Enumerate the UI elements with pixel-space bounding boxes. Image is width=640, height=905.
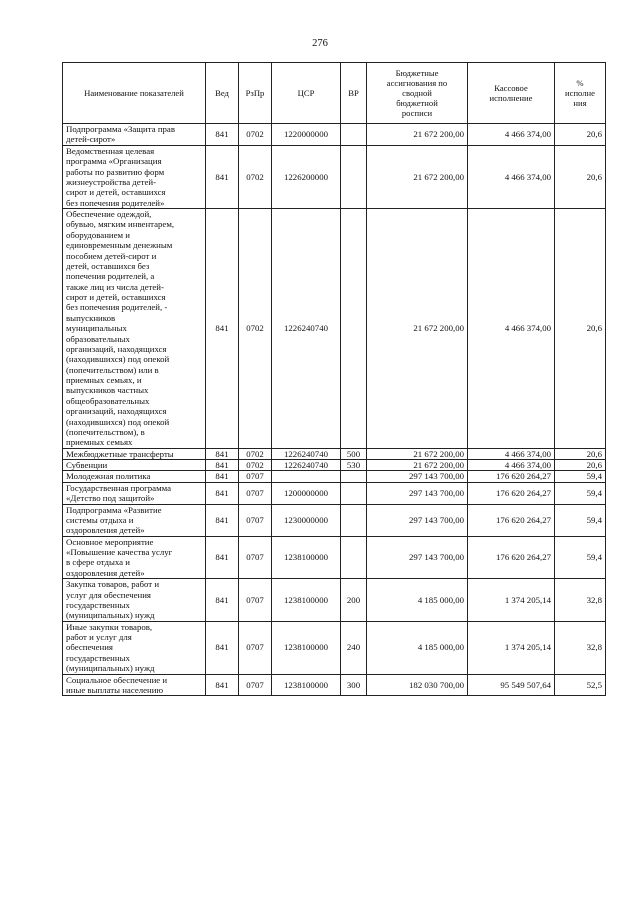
cell-pct: 20,6: [555, 209, 606, 449]
header-pct: % исполне ния: [555, 63, 606, 124]
cell-rzpr: 0707: [239, 621, 272, 674]
cell-rzpr: 0707: [239, 482, 272, 504]
cell-name: Ведомственная целевая программа «Организация работы по развитию форм жизнеустройства детей- сирот и детей, оставшихся без попечения родителей»: [63, 145, 206, 208]
cell-rzpr: 0707: [239, 674, 272, 696]
cell-rzpr: 0702: [239, 460, 272, 471]
cell-rzpr: 0707: [239, 536, 272, 579]
cell-vr: 500: [341, 448, 367, 459]
header-row: [63, 63, 606, 124]
cell-cash: 176 620 264,27: [468, 536, 555, 579]
cell-pct: 32,8: [555, 621, 606, 674]
cell-ved: 841: [206, 448, 239, 459]
cell-cash: 4 466 374,00: [468, 460, 555, 471]
table-row: [63, 471, 606, 482]
cell-name: Субвенции: [63, 460, 206, 471]
cell-rzpr: 0702: [239, 448, 272, 459]
cell-csr: 1238100000: [272, 621, 341, 674]
cell-csr: 1238100000: [272, 579, 341, 622]
cell-vr: 200: [341, 579, 367, 622]
cell-budget: 297 143 700,00: [367, 482, 468, 504]
cell-ved: 841: [206, 536, 239, 579]
header-vr: ВР: [341, 63, 367, 124]
cell-rzpr: 0702: [239, 124, 272, 146]
cell-csr: 1200000000: [272, 482, 341, 504]
cell-pct: 59,4: [555, 471, 606, 482]
cell-rzpr: 0702: [239, 209, 272, 449]
cell-vr: 240: [341, 621, 367, 674]
table-row: [63, 536, 606, 579]
cell-budget: 182 030 700,00: [367, 674, 468, 696]
cell-vr: [341, 124, 367, 146]
cell-name: Межбюджетные трансферты: [63, 448, 206, 459]
table-row: [63, 145, 606, 208]
cell-vr: [341, 536, 367, 579]
header-csr: ЦСР: [272, 63, 341, 124]
header-budget: Бюджетные ассигнования по сводной бюджетной росписи: [367, 63, 468, 124]
cell-cash: 176 620 264,27: [468, 504, 555, 536]
cell-pct: 59,4: [555, 482, 606, 504]
cell-cash: 176 620 264,27: [468, 471, 555, 482]
cell-csr: 1220000000: [272, 124, 341, 146]
cell-csr: 1226240740: [272, 460, 341, 471]
cell-ved: 841: [206, 504, 239, 536]
table-row: [63, 621, 606, 674]
cell-vr: [341, 482, 367, 504]
cell-csr: 1230000000: [272, 504, 341, 536]
cell-budget: 297 143 700,00: [367, 536, 468, 579]
cell-pct: 20,6: [555, 145, 606, 208]
cell-pct: 20,6: [555, 460, 606, 471]
cell-budget: 4 185 000,00: [367, 621, 468, 674]
table-row: [63, 460, 606, 471]
cell-vr: 300: [341, 674, 367, 696]
cell-ved: 841: [206, 482, 239, 504]
cell-rzpr: 0707: [239, 504, 272, 536]
cell-pct: 20,6: [555, 448, 606, 459]
cell-csr: 1238100000: [272, 536, 341, 579]
cell-ved: 841: [206, 209, 239, 449]
cell-budget: 297 143 700,00: [367, 471, 468, 482]
cell-ved: 841: [206, 145, 239, 208]
cell-ved: 841: [206, 621, 239, 674]
cell-csr: 1226240740: [272, 209, 341, 449]
cell-csr: 1226240740: [272, 448, 341, 459]
cell-budget: 21 672 200,00: [367, 448, 468, 459]
cell-rzpr: 0707: [239, 579, 272, 622]
cell-vr: [341, 209, 367, 449]
cell-pct: 32,8: [555, 579, 606, 622]
budget-execution-table: [62, 62, 606, 696]
table-row: [63, 482, 606, 504]
table-row: [63, 448, 606, 459]
cell-pct: 59,4: [555, 504, 606, 536]
cell-rzpr: 0707: [239, 471, 272, 482]
cell-ved: 841: [206, 471, 239, 482]
cell-budget: 297 143 700,00: [367, 504, 468, 536]
cell-rzpr: 0702: [239, 145, 272, 208]
cell-pct: 52,5: [555, 674, 606, 696]
cell-cash: 4 466 374,00: [468, 145, 555, 208]
cell-budget: 4 185 000,00: [367, 579, 468, 622]
cell-cash: 1 374 205,14: [468, 621, 555, 674]
header-rzpr: РзПр: [239, 63, 272, 124]
header-cash: Кассовое исполнение: [468, 63, 555, 124]
cell-budget: 21 672 200,00: [367, 124, 468, 146]
cell-csr: 1226200000: [272, 145, 341, 208]
cell-name: Социальное обеспечение и иные выплаты населению: [63, 674, 206, 696]
cell-ved: 841: [206, 579, 239, 622]
cell-name: Молодежная политика: [63, 471, 206, 482]
cell-budget: 21 672 200,00: [367, 145, 468, 208]
cell-cash: 4 466 374,00: [468, 209, 555, 449]
page-number: 276: [312, 38, 328, 49]
table-row: [63, 674, 606, 696]
cell-budget: 21 672 200,00: [367, 209, 468, 449]
cell-ved: 841: [206, 124, 239, 146]
cell-csr: 1238100000: [272, 674, 341, 696]
cell-name: Государственная программа «Детство под защитой»: [63, 482, 206, 504]
table-row: [63, 579, 606, 622]
cell-cash: 95 549 507,64: [468, 674, 555, 696]
cell-budget: 21 672 200,00: [367, 460, 468, 471]
header-ved: Вед: [206, 63, 239, 124]
cell-name: Подпрограмма «Защита прав детей-сирот»: [63, 124, 206, 146]
cell-vr: [341, 145, 367, 208]
cell-name: Основное мероприятие «Повышение качества услуг в сфере отдыха и оздоровления детей»: [63, 536, 206, 579]
cell-pct: 20,6: [555, 124, 606, 146]
header-name: Наименование показателей: [63, 63, 206, 124]
cell-cash: 4 466 374,00: [468, 448, 555, 459]
cell-ved: 841: [206, 674, 239, 696]
cell-cash: 176 620 264,27: [468, 482, 555, 504]
cell-cash: 4 466 374,00: [468, 124, 555, 146]
cell-vr: 530: [341, 460, 367, 471]
cell-name: Подпрограмма «Развитие системы отдыха и оздоровления детей»: [63, 504, 206, 536]
cell-cash: 1 374 205,14: [468, 579, 555, 622]
cell-csr: [272, 471, 341, 482]
cell-name: Иные закупки товаров, работ и услуг для обеспечения государственных (муниципальных) нужд: [63, 621, 206, 674]
cell-name: Обеспечение одеждой, обувью, мягким инвентарем, оборудованием и единовременным денежным пособием детей-сирот и детей, оставшихся без попечения родителей, а также лиц из числа детей- сирот и детей, оставшихся без попечения родителей, - выпускников муниципальных образовательных организаций, находящихся (находившихся) под опекой (попечительством) или в приемных семьях, и выпускников частных общеобразовательных организаций, находящихся (находившихся) под опекой (попечительством), в приемных семьях: [63, 209, 206, 449]
table-row: [63, 124, 606, 146]
cell-pct: 59,4: [555, 536, 606, 579]
cell-vr: [341, 471, 367, 482]
cell-vr: [341, 504, 367, 536]
table-row: [63, 504, 606, 536]
table-row: [63, 209, 606, 449]
cell-ved: 841: [206, 460, 239, 471]
cell-name: Закупка товаров, работ и услуг для обеспечения государственных (муниципальных) нужд: [63, 579, 206, 622]
